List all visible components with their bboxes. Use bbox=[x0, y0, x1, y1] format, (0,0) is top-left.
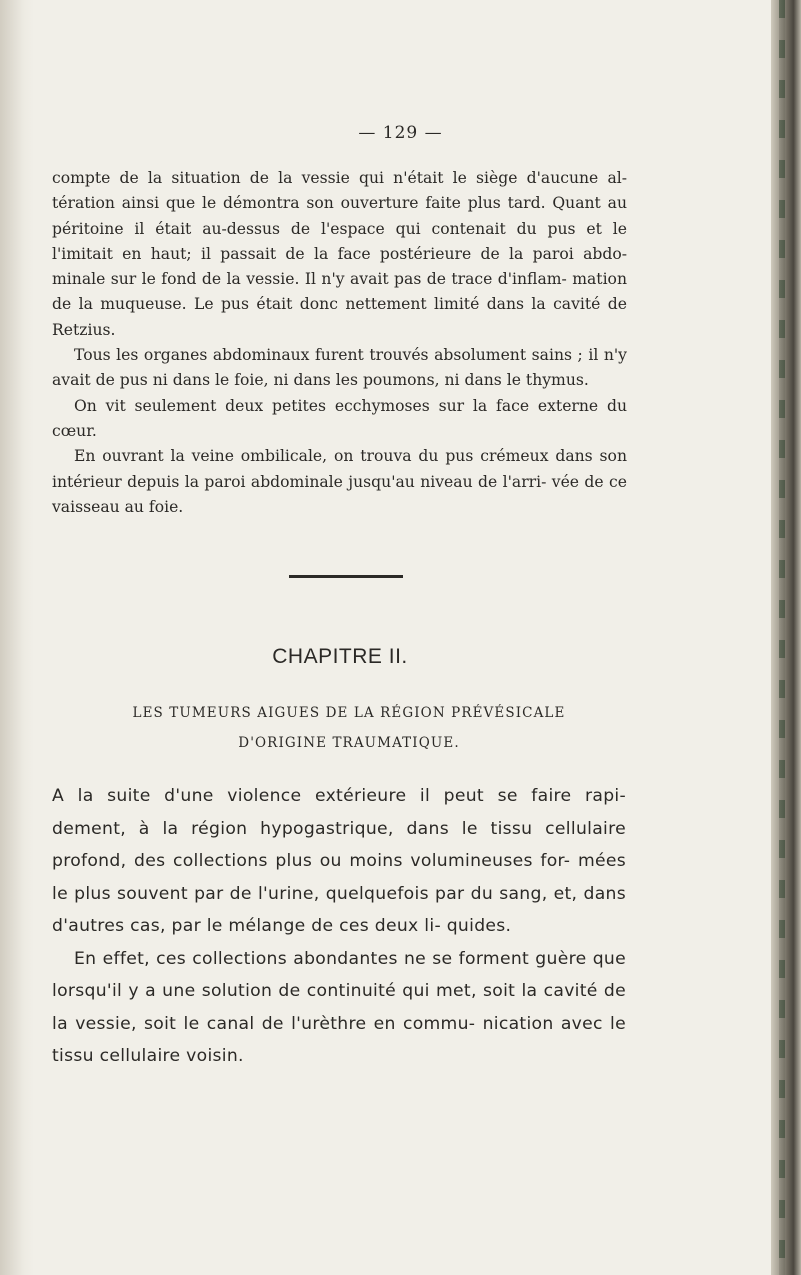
scan-edge-shadow bbox=[0, 0, 34, 1275]
chapter-body-text bbox=[52, 780, 626, 1073]
paragraph: En effet, ces collections abondantes ne se forment guère que lorsqu'il y a une solution de continuité qui met, soit la cavité de la vessie, soit le canal de l'urèthre en commu- nication avec le tissu cellulaire voisin. bbox=[52, 948, 626, 1066]
previous-case-text bbox=[52, 166, 627, 520]
page-number: — 129 — bbox=[358, 123, 443, 143]
book-binding-edge bbox=[771, 0, 801, 1275]
chapter-title: CHAPITRE II. bbox=[272, 645, 408, 668]
paragraph: A la suite d'une violence extérieure il peut se faire rapi- dement, à la région hypogastrique, dans le tissu cellulaire profond, des collections plus ou moins volumineuses for- mées le plus souvent par de l'urine, quelquefois par du sang, et, dans d'autres cas, par le mélange de ces deux li- quides. bbox=[52, 786, 626, 936]
paragraph: On vit seulement deux petites ecchymoses sur la face externe du cœur. bbox=[52, 396, 627, 440]
paragraph: Tous les organes abdominaux furent trouvés absolument sains ; il n'y avait de pus ni dans le foie, ni dans les poumons, ni dans le thymus. bbox=[52, 346, 627, 390]
chapter-subtitle: LES TUMEURS AIGUES DE LA RÉGION PRÉVÉSICALE bbox=[132, 705, 566, 721]
paragraph: compte de la situation de la vessie qui n'était le siège d'aucune al- tération ainsi que le démontra son ouverture faite plus tard. Quant au péritoine il était au-dessus de l'espace qui contenait du pus et le l'imitait en haut; il passait de la face postérieure de la paroi abdo- minale sur le fond de la vessie. Il n'y avait pas de trace d'inflam- mation de la muqueuse. Le pus était donc nettement limité dans la cavité de Retzius. bbox=[52, 169, 627, 339]
chapter-subtitle-continued: D'ORIGINE TRAUMATIQUE. bbox=[238, 735, 460, 751]
paragraph: En ouvrant la veine ombilicale, on trouva du pus crémeux dans son intérieur depuis la paroi abdominale jusqu'au niveau de l'arri- vée de ce vaisseau au foie. bbox=[52, 447, 627, 516]
section-divider bbox=[289, 575, 403, 578]
